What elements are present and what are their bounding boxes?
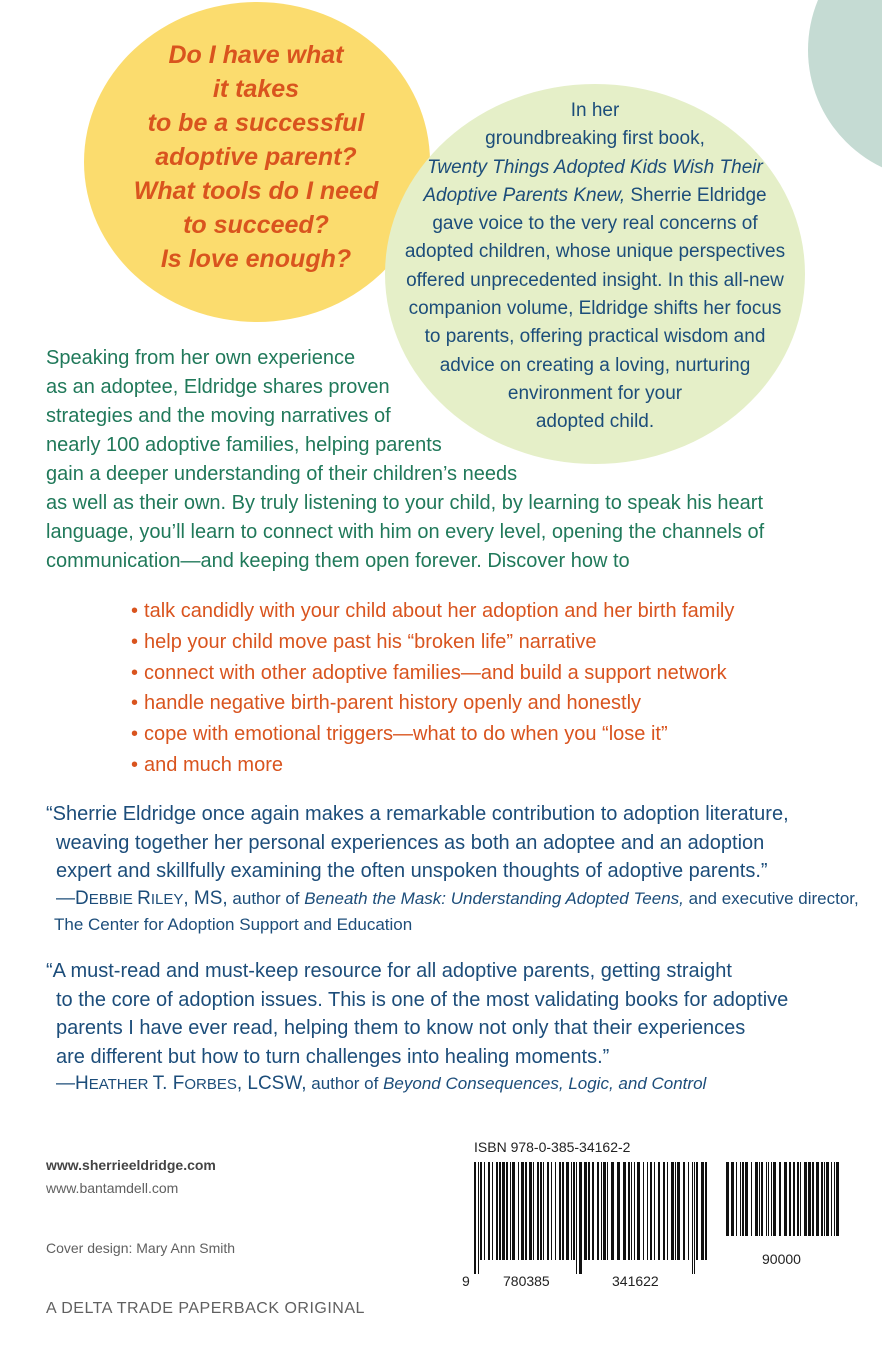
- description-line: language, you’ll learn to connect with him on every level, opening the channels of: [46, 521, 765, 543]
- attribution-text: and executive director,: [683, 888, 859, 908]
- barcode-bar: [836, 1162, 839, 1236]
- barcode-bar: [510, 1162, 511, 1260]
- description-line: communication—and keeping them open forever. Discover how to: [46, 550, 630, 572]
- testimonial-line: “Sherrie Eldridge once again makes a remarkable contribution to adoption literature,: [46, 803, 789, 825]
- barcode-bar: [654, 1162, 655, 1260]
- question-line: adoptive parent?: [155, 143, 357, 171]
- attribution-text: author of: [227, 888, 305, 908]
- attribution-credential: , LCSW,: [236, 1073, 307, 1094]
- barcode-bar: [701, 1162, 704, 1260]
- attribution-name-smallcaps: ILEY: [150, 890, 184, 908]
- barcode-bar: [751, 1162, 752, 1236]
- barcode-bar: [488, 1162, 490, 1260]
- barcode-bar: [797, 1162, 799, 1236]
- barcode-bar: [759, 1162, 760, 1236]
- barcode-bar: [736, 1162, 737, 1236]
- barcode-bar: [816, 1162, 819, 1236]
- attribution-organization: The Center for Adoption Support and Education: [54, 914, 413, 934]
- teal-circle-decoration: [808, 0, 882, 180]
- barcode-bar: [677, 1162, 680, 1260]
- barcode-bar: [525, 1162, 527, 1260]
- description-paragraph: [46, 344, 846, 576]
- barcode-bar: [601, 1162, 602, 1260]
- blurb-line: advice on creating a loving, nurturing: [439, 354, 751, 376]
- barcode-bar: [637, 1162, 640, 1260]
- barcode-bar: [808, 1162, 811, 1236]
- barcode-bar: [499, 1162, 501, 1260]
- barcode-bar: [537, 1162, 539, 1260]
- barcode-bar: [484, 1162, 485, 1260]
- question-callout: [110, 38, 402, 276]
- barcode-bar: [551, 1162, 552, 1260]
- barcode-bar: [771, 1162, 772, 1236]
- barcode-bar: [562, 1162, 564, 1260]
- barcode-bar: [740, 1162, 741, 1236]
- attribution-name-cap: T. F: [152, 1073, 185, 1094]
- barcode-bar: [603, 1162, 606, 1260]
- barcode-bar: [506, 1162, 508, 1260]
- blurb-book-title: Twenty Things Adopted Kids Wish Their: [427, 156, 763, 178]
- barcode-bar: [631, 1162, 632, 1260]
- question-line: Is love enough?: [160, 245, 352, 273]
- barcode-bar: [768, 1162, 769, 1236]
- barcode-bar: [683, 1162, 685, 1260]
- barcode-bar: [821, 1162, 823, 1236]
- question-line: to be a successful: [147, 109, 365, 137]
- barcode-bar: [650, 1162, 652, 1260]
- testimonial-line: parents I have ever read, helping them to know not only that their experiences: [56, 1017, 746, 1039]
- attribution-credential: , MS,: [183, 887, 228, 909]
- barcode-bar: [559, 1162, 561, 1260]
- barcode-bar: [766, 1162, 767, 1236]
- blurb-line: [400, 182, 790, 210]
- barcode-addon-digits: 90000: [762, 1251, 801, 1267]
- barcode-bar: [643, 1162, 644, 1260]
- attribution-name-smallcaps: EBBIE: [88, 890, 138, 908]
- barcode-bar: [694, 1162, 695, 1274]
- barcode-bar: [623, 1162, 626, 1260]
- barcode-bar: [543, 1162, 544, 1260]
- barcode-bar: [576, 1162, 577, 1274]
- barcode-bar: [518, 1162, 519, 1260]
- testimonial-line: expert and skillfully examining the often unspoken thoughts of adoptive parents.”: [56, 860, 768, 882]
- attribution-name-start: —D: [56, 887, 89, 909]
- barcode-bar: [607, 1162, 608, 1260]
- attribution-book-title: Beyond Consequences, Logic, and Control: [383, 1074, 707, 1093]
- question-line: What tools do I need: [133, 177, 379, 205]
- barcode-bar: [804, 1162, 807, 1236]
- barcode-bar: [826, 1162, 829, 1236]
- barcode-bar: [761, 1162, 763, 1236]
- barcode-bar: [547, 1162, 549, 1260]
- barcode-bar: [588, 1162, 590, 1260]
- barcode-digits-right: 341622: [612, 1273, 659, 1289]
- description-line: as well as their own. By truly listening to your child, by learning to speak his heart: [46, 492, 764, 514]
- question-line: to succeed?: [183, 211, 329, 239]
- barcode-bar: [480, 1162, 482, 1260]
- barcode-bar: [812, 1162, 814, 1236]
- barcode-bar: [634, 1162, 635, 1260]
- barcode-bar: [533, 1162, 534, 1260]
- author-website: www.sherrieeldridge.com: [46, 1157, 216, 1173]
- barcode-bar: [789, 1162, 791, 1236]
- barcode-bar: [492, 1162, 493, 1260]
- barcode-bar: [592, 1162, 594, 1260]
- blurb-line: companion volume, Eldridge shifts her focus: [408, 298, 782, 320]
- barcode-bar: [675, 1162, 676, 1260]
- attribution-name-cap: R: [137, 887, 151, 909]
- barcode-first-digit: 9: [462, 1273, 470, 1289]
- barcode-bar: [658, 1162, 660, 1260]
- barcode-bar: [800, 1162, 801, 1236]
- barcode-bar: [573, 1162, 575, 1260]
- barcode-bar: [784, 1162, 787, 1236]
- benefit-item: • handle negative birth-parent history openly and honestly: [131, 688, 734, 719]
- question-line: Do I have what: [168, 41, 344, 69]
- barcode-bar: [831, 1162, 832, 1236]
- testimonial-line: weaving together her personal experiences as both an adoptee and an adoption: [56, 831, 765, 854]
- barcode-bar: [824, 1162, 825, 1236]
- barcode-bar: [671, 1162, 674, 1260]
- blurb-line: groundbreaking first book,: [485, 128, 705, 150]
- barcode-bar: [628, 1162, 630, 1260]
- attribution-text: author of: [306, 1074, 384, 1093]
- blurb-line: adopted child.: [535, 411, 655, 433]
- testimonial-attribution: [46, 1071, 788, 1097]
- testimonial-line: “A must-read and must-keep resource for all adoptive parents, getting straight: [46, 960, 732, 982]
- barcode-bar: [502, 1162, 505, 1260]
- barcode-bar: [779, 1162, 781, 1236]
- barcode-bar: [478, 1162, 479, 1274]
- barcode-bar: [745, 1162, 748, 1236]
- description-line: Speaking from her own experience: [46, 347, 356, 369]
- barcode-bar: [566, 1162, 569, 1260]
- barcode-bar: [688, 1162, 689, 1260]
- benefit-item: • talk candidly with your child about her adoption and her birth family: [131, 596, 734, 627]
- blurb-line: adopted children, whose unique perspectives: [404, 241, 786, 263]
- blurb-line: environment for your: [507, 382, 683, 404]
- benefit-item: • cope with emotional triggers—what to do when you “lose it”: [131, 719, 734, 750]
- imprint-label: A DELTA TRADE PAPERBACK ORIGINAL: [46, 1300, 365, 1317]
- publisher-website: www.bantamdell.com: [46, 1180, 179, 1196]
- testimonial-forbes: [46, 957, 788, 1097]
- benefit-item: • help your child move past his “broken life” narrative: [131, 627, 734, 658]
- blurb-author: Sherrie Eldridge: [625, 184, 767, 206]
- attribution-book-title: Beneath the Mask: Understanding Adopted Teens,: [304, 888, 684, 908]
- barcode-bar: [705, 1162, 707, 1260]
- benefit-item: • and much more: [131, 750, 734, 781]
- barcode-bar: [571, 1162, 572, 1260]
- blurb-book-title-end: Adoptive Parents Knew,: [423, 184, 626, 206]
- barcode-bar: [496, 1162, 498, 1260]
- barcode-bar: [793, 1162, 795, 1236]
- barcode-digits-left: 780385: [503, 1273, 550, 1289]
- blurb-line: offered unprecedented insight. In this all-new: [406, 269, 784, 291]
- description-line: strategies and the moving narratives of: [46, 405, 391, 427]
- blurb-line: In her: [570, 100, 620, 121]
- barcode-bar: [597, 1162, 599, 1260]
- barcode-bar: [579, 1162, 582, 1274]
- barcode-bar: [667, 1162, 668, 1260]
- barcode-bar: [692, 1162, 693, 1274]
- attribution-name-smallcaps: EATHER: [88, 1076, 153, 1093]
- barcode-bar: [742, 1162, 744, 1236]
- barcode-bar: [529, 1162, 532, 1260]
- testimonial-riley: [46, 800, 859, 937]
- testimonial-line: are different but how to turn challenges into healing moments.”: [56, 1045, 610, 1068]
- barcode-bar: [663, 1162, 665, 1260]
- barcode-bar: [584, 1162, 587, 1260]
- testimonial-line: to the core of adoption issues. This is one of the most validating books for adoptive: [56, 988, 789, 1011]
- cover-design-credit: Cover design: Mary Ann Smith: [46, 1240, 236, 1256]
- barcode-bar: [617, 1162, 620, 1260]
- testimonial-attribution: [46, 886, 859, 912]
- barcode-bar: [512, 1162, 515, 1260]
- barcode-bar: [555, 1162, 556, 1260]
- barcode-bar: [647, 1162, 648, 1260]
- barcode-bar: [521, 1162, 524, 1260]
- benefits-list: [131, 596, 734, 781]
- attribution-name-smallcaps: ORBES: [184, 1076, 237, 1093]
- barcode-bar: [540, 1162, 542, 1260]
- description-line: nearly 100 adoptive families, helping parents: [46, 434, 442, 456]
- isbn-label: ISBN 978-0-385-34162-2: [474, 1139, 631, 1155]
- benefit-item: • connect with other adoptive families—and build a support network: [131, 658, 734, 689]
- barcode-bar: [834, 1162, 835, 1236]
- barcode-bar: [755, 1162, 758, 1236]
- barcode-bar: [611, 1162, 614, 1260]
- blurb-line: gave voice to the very real concerns of: [432, 213, 758, 235]
- question-line: it takes: [212, 75, 300, 103]
- attribution-name-start: —H: [56, 1073, 89, 1094]
- description-line: gain a deeper understanding of their children’s needs: [46, 463, 518, 485]
- barcode-bar: [474, 1162, 476, 1274]
- isbn-barcode: [474, 1162, 708, 1274]
- blurb-line: to parents, offering practical wisdom and: [424, 326, 766, 348]
- barcode-bar: [773, 1162, 776, 1236]
- description-line: as an adoptee, Eldridge shares proven: [46, 376, 390, 398]
- barcode-bar: [731, 1162, 734, 1236]
- barcode-bar: [696, 1162, 698, 1260]
- barcode-bar: [726, 1162, 729, 1236]
